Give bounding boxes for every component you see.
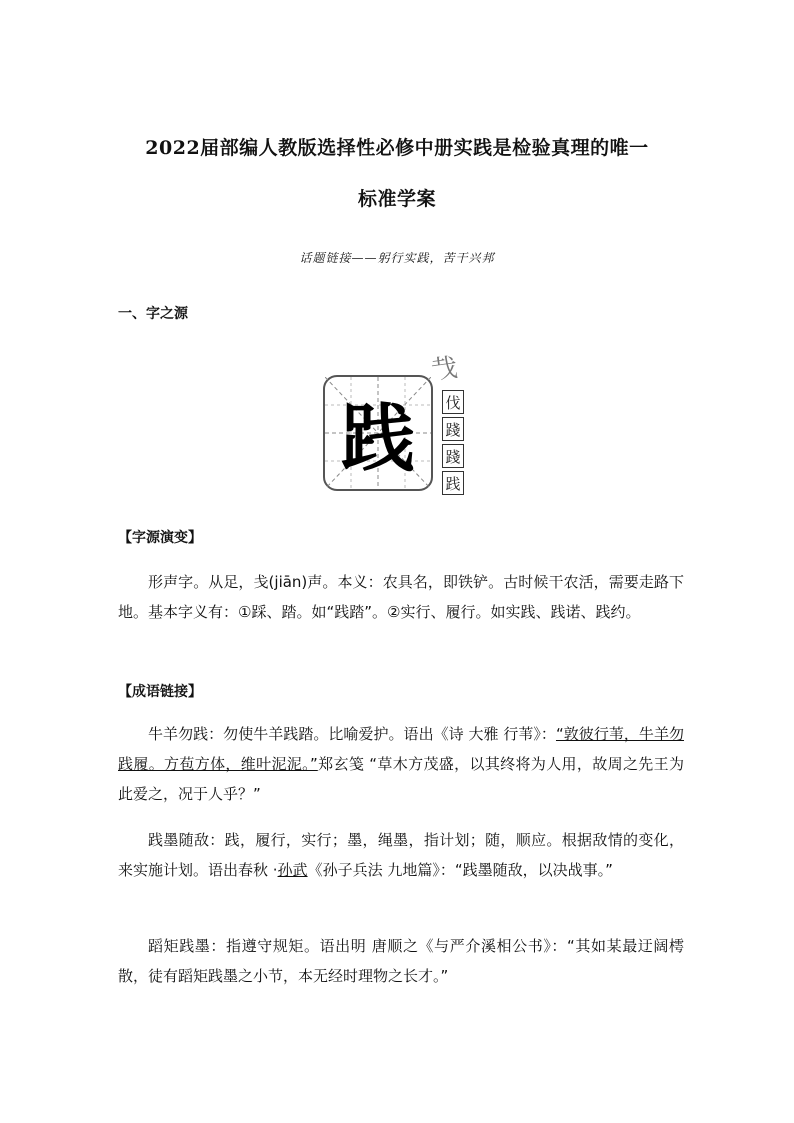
page-title-line-2: 标准学案 (357, 188, 436, 210)
evolution-column (442, 390, 466, 498)
evolution-glyph: 伐 (442, 390, 464, 414)
page-title-line-1: 2022届部编人教版选择性必修中册实践是检验真理的唯一 (145, 137, 649, 159)
idiom-paragraph-3: 蹈矩践墨：指遵守规矩。语出明 唐顺之《与严介溪相公书》：“其如某最迂阔樗散，徒有蹈矩践墨之小节，本无经时理物之长才。” (118, 937, 684, 985)
character-grid-box (323, 375, 433, 491)
section-heading-origin: 一、字之源 (118, 306, 188, 322)
idiom-paragraph-2 (118, 825, 684, 885)
main-character: 践 (341, 396, 415, 482)
evolution-paragraph: 形声字。从足，戋(jiān)声。本义：农具名，即铁铲。古时候干农活，需要走路下地。基本字义有：①踩、踏。如“践踏”。②实行、履行。如实践、践诺、践约。 (118, 573, 684, 621)
idiom1-tail: 郑玄笺 “草木方茂盛，以其终将为人用，故周之先王为此爱之，况于人乎？” (118, 755, 684, 803)
idiom1-lead: 牛羊勿践：勿使牛羊践踏。比喻爱护。语出《诗 大雅 行苇》： (148, 725, 556, 743)
idiom-paragraph-1 (118, 719, 684, 809)
evolution-glyph: 踐 (442, 417, 464, 441)
ancient-glyph: 𢦏 (429, 353, 460, 387)
section-heading-evolution: 【字源演变】 (118, 530, 202, 546)
topic-subtitle: 话题链接——躬行实践，苦干兴邦 (299, 251, 495, 265)
idiom2-lead: 践墨随敌：践，履行，实行；墨，绳墨，指计划；随，顺应。根据敌情的变化，来实施计划。语出春秋 · (118, 831, 684, 879)
evolution-glyph: 践 (442, 471, 464, 495)
idiom2-author: 孙武 (277, 861, 308, 879)
evolution-glyph: 踐 (442, 444, 464, 468)
character-figure (320, 348, 480, 503)
section-heading-idioms: 【成语链接】 (118, 684, 202, 700)
idiom1-quote: “敦彼行苇，牛羊勿践履。方苞方体，维叶泥泥。” (118, 725, 684, 773)
idiom2-tail: 《孙子兵法 九地篇》：“践墨随敌，以决战事。” (307, 861, 613, 879)
